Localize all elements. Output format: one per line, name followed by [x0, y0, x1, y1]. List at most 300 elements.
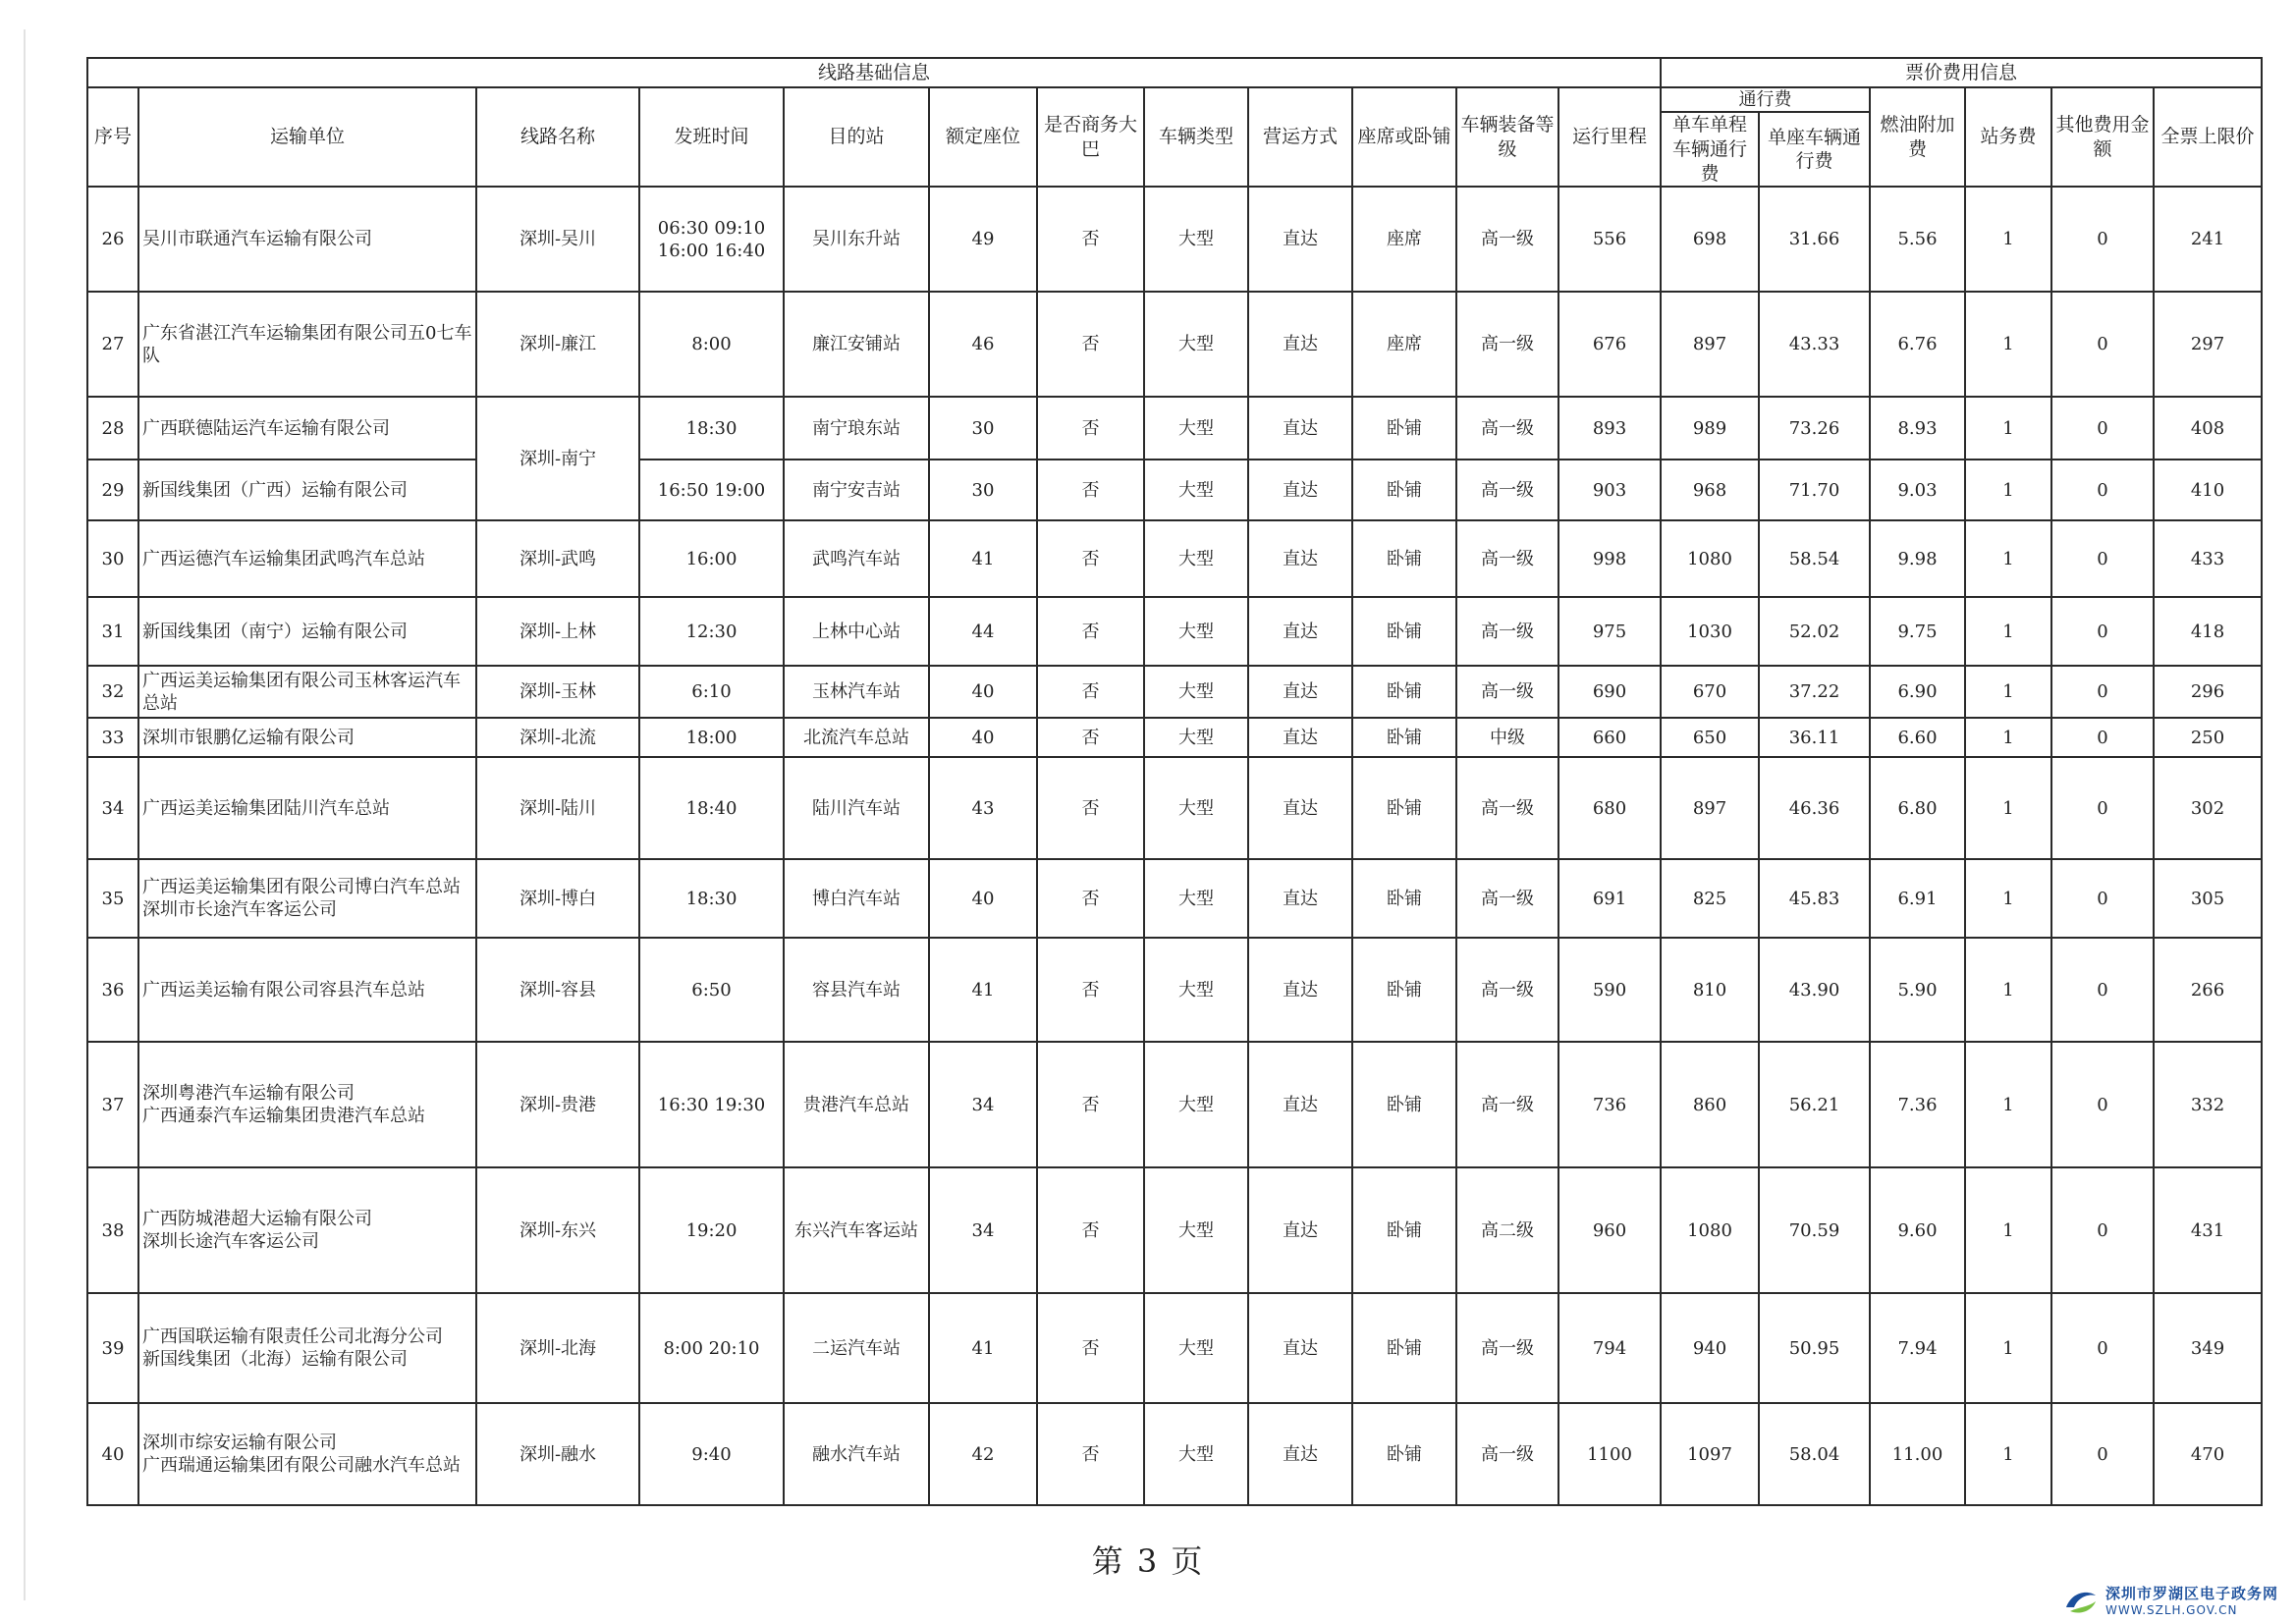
cell-route: 深圳-北流 — [476, 718, 639, 757]
cell-toll-per-seat: 56.21 — [1759, 1042, 1870, 1167]
table-row — [87, 520, 2262, 597]
cell-other: 0 — [2051, 520, 2154, 597]
cell-toll-per-seat: 43.33 — [1759, 292, 1870, 397]
cell-seat: 卧铺 — [1352, 1042, 1456, 1167]
page-number: 第 3 页 — [1091, 1542, 1205, 1580]
cell-vtype: 大型 — [1144, 666, 1248, 718]
cell-no: 37 — [87, 1042, 138, 1167]
cell-fuel: 9.75 — [1870, 597, 1965, 666]
cell-mode: 直达 — [1248, 597, 1352, 666]
cell-cap: 266 — [2154, 938, 2262, 1042]
cell-station: 1 — [1965, 520, 2051, 597]
cell-toll-per-seat: 36.11 — [1759, 718, 1870, 757]
cell-mode: 直达 — [1248, 1167, 1352, 1293]
cell-route: 深圳-融水 — [476, 1403, 639, 1505]
cell-station: 1 — [1965, 1167, 2051, 1293]
cell-grade: 高一级 — [1456, 666, 1558, 718]
cell-mileage: 660 — [1558, 718, 1661, 757]
cell-vtype: 大型 — [1144, 292, 1248, 397]
cell-seats: 40 — [929, 666, 1037, 718]
col-header-vehicle-type: 车辆类型 — [1144, 87, 1248, 187]
cell-station: 1 — [1965, 859, 2051, 938]
table-row — [87, 1403, 2262, 1505]
cell-station: 1 — [1965, 292, 2051, 397]
cell-route: 深圳-吴川 — [476, 187, 639, 292]
cell-business: 否 — [1037, 666, 1144, 718]
cell-dest: 融水汽车站 — [784, 1403, 929, 1505]
cell-toll-single: 650 — [1661, 718, 1759, 757]
cell-seat: 卧铺 — [1352, 718, 1456, 757]
cell-business: 否 — [1037, 520, 1144, 597]
cell-unit: 广西防城港超大运输有限公司 深圳长途汽车客运公司 — [138, 1167, 476, 1293]
cell-cap: 305 — [2154, 859, 2262, 938]
cell-other: 0 — [2051, 187, 2154, 292]
cell-unit: 新国线集团（广西）运输有限公司 — [138, 460, 476, 520]
cell-dest: 南宁琅东站 — [784, 397, 929, 460]
cell-dest: 北流汽车总站 — [784, 718, 929, 757]
cell-route: 深圳-廉江 — [476, 292, 639, 397]
cell-seat: 卧铺 — [1352, 1403, 1456, 1505]
cell-mileage: 903 — [1558, 460, 1661, 520]
section-basic-info: 线路基础信息 — [87, 58, 1661, 87]
cell-cap: 410 — [2154, 460, 2262, 520]
cell-cap: 349 — [2154, 1293, 2262, 1403]
cell-depart: 18:30 — [639, 397, 784, 460]
cell-mileage: 676 — [1558, 292, 1661, 397]
cell-fuel: 6.90 — [1870, 666, 1965, 718]
cell-business: 否 — [1037, 757, 1144, 859]
col-header-dest: 目的站 — [784, 87, 929, 187]
cell-grade: 高一级 — [1456, 1403, 1558, 1505]
cell-depart: 8:00 20:10 — [639, 1293, 784, 1403]
cell-depart: 12:30 — [639, 597, 784, 666]
cell-seats: 34 — [929, 1167, 1037, 1293]
cell-other: 0 — [2051, 1042, 2154, 1167]
cell-no: 31 — [87, 597, 138, 666]
cell-vtype: 大型 — [1144, 597, 1248, 666]
cell-vtype: 大型 — [1144, 397, 1248, 460]
cell-route: 深圳-北海 — [476, 1293, 639, 1403]
table-row — [87, 1042, 2262, 1167]
cell-toll-per-seat: 37.22 — [1759, 666, 1870, 718]
cell-dest: 二运汽车站 — [784, 1293, 929, 1403]
table-row — [87, 597, 2262, 666]
cell-vtype: 大型 — [1144, 1167, 1248, 1293]
cell-seat: 卧铺 — [1352, 597, 1456, 666]
cell-seats: 41 — [929, 1293, 1037, 1403]
cell-depart: 8:00 — [639, 292, 784, 397]
cell-seats: 43 — [929, 757, 1037, 859]
col-header-station: 站务费 — [1965, 87, 2051, 187]
cell-other: 0 — [2051, 397, 2154, 460]
cell-cap: 470 — [2154, 1403, 2262, 1505]
cell-mileage: 690 — [1558, 666, 1661, 718]
cell-seats: 42 — [929, 1403, 1037, 1505]
cell-station: 1 — [1965, 757, 2051, 859]
cell-seat: 卧铺 — [1352, 757, 1456, 859]
cell-seat: 卧铺 — [1352, 938, 1456, 1042]
cell-vtype: 大型 — [1144, 1293, 1248, 1403]
cell-unit: 深圳市银鹏亿运输有限公司 — [138, 718, 476, 757]
cell-toll-single: 897 — [1661, 757, 1759, 859]
cell-no: 39 — [87, 1293, 138, 1403]
col-header-seat-type: 座席或卧铺 — [1352, 87, 1456, 187]
cell-no: 27 — [87, 292, 138, 397]
cell-toll-single: 810 — [1661, 938, 1759, 1042]
cell-seats: 40 — [929, 718, 1037, 757]
table-row — [87, 1293, 2262, 1403]
cell-route: 深圳-容县 — [476, 938, 639, 1042]
cell-mileage: 680 — [1558, 757, 1661, 859]
cell-business: 否 — [1037, 1167, 1144, 1293]
cell-route: 深圳-南宁 — [476, 397, 639, 520]
cell-depart: 6:50 — [639, 938, 784, 1042]
section-header-row — [87, 58, 2262, 87]
cell-depart: 16:30 19:30 — [639, 1042, 784, 1167]
cell-toll-single: 989 — [1661, 397, 1759, 460]
cell-toll-per-seat: 31.66 — [1759, 187, 1870, 292]
cell-unit: 广东省湛江汽车运输集团有限公司五0七车队 — [138, 292, 476, 397]
cell-seat: 卧铺 — [1352, 1167, 1456, 1293]
cell-dest: 玉林汽车站 — [784, 666, 929, 718]
cell-fuel: 9.98 — [1870, 520, 1965, 597]
cell-unit: 深圳市综安运输有限公司 广西瑞通运输集团有限公司融水汽车总站 — [138, 1403, 476, 1505]
table-row — [87, 292, 2262, 397]
cell-grade: 高一级 — [1456, 757, 1558, 859]
cell-mode: 直达 — [1248, 859, 1352, 938]
cell-depart: 18:30 — [639, 859, 784, 938]
cell-fuel: 6.60 — [1870, 718, 1965, 757]
section-fare-info: 票价费用信息 — [1661, 58, 2262, 87]
cell-vtype: 大型 — [1144, 1403, 1248, 1505]
cell-mode: 直达 — [1248, 1293, 1352, 1403]
table-row — [87, 1167, 2262, 1293]
cell-toll-per-seat: 45.83 — [1759, 859, 1870, 938]
cell-seat: 座席 — [1352, 292, 1456, 397]
cell-no: 38 — [87, 1167, 138, 1293]
cell-mode: 直达 — [1248, 718, 1352, 757]
cell-unit: 新国线集团（南宁）运输有限公司 — [138, 597, 476, 666]
scan-edge-line — [24, 29, 26, 1600]
cell-dest: 东兴汽车客运站 — [784, 1167, 929, 1293]
cell-mileage: 691 — [1558, 859, 1661, 938]
cell-route: 深圳-贵港 — [476, 1042, 639, 1167]
cell-dest: 博白汽车站 — [784, 859, 929, 938]
cell-grade: 高一级 — [1456, 1042, 1558, 1167]
cell-mileage: 556 — [1558, 187, 1661, 292]
cell-other: 0 — [2051, 292, 2154, 397]
cell-toll-single: 1097 — [1661, 1403, 1759, 1505]
cell-seats: 46 — [929, 292, 1037, 397]
cell-mode: 直达 — [1248, 666, 1352, 718]
cell-toll-per-seat: 52.02 — [1759, 597, 1870, 666]
cell-cap: 297 — [2154, 292, 2262, 397]
cell-cap: 408 — [2154, 397, 2262, 460]
cell-grade: 高一级 — [1456, 597, 1558, 666]
col-header-business: 是否商务大巴 — [1037, 87, 1144, 187]
col-header-unit: 运输单位 — [138, 87, 476, 187]
cell-fuel: 6.76 — [1870, 292, 1965, 397]
cell-dest: 贵港汽车总站 — [784, 1042, 929, 1167]
cell-grade: 高二级 — [1456, 1167, 1558, 1293]
cell-toll-single: 1030 — [1661, 597, 1759, 666]
cell-seats: 34 — [929, 1042, 1037, 1167]
route-fare-table — [86, 57, 2263, 1506]
cell-mileage: 794 — [1558, 1293, 1661, 1403]
cell-fuel: 11.00 — [1870, 1403, 1965, 1505]
cell-other: 0 — [2051, 757, 2154, 859]
cell-route: 深圳-武鸣 — [476, 520, 639, 597]
cell-toll-per-seat: 58.04 — [1759, 1403, 1870, 1505]
table-row — [87, 666, 2262, 718]
cell-no: 32 — [87, 666, 138, 718]
cell-seats: 40 — [929, 859, 1037, 938]
cell-seat: 座席 — [1352, 187, 1456, 292]
cell-mode: 直达 — [1248, 1042, 1352, 1167]
cell-toll-single: 1080 — [1661, 520, 1759, 597]
cell-grade: 高一级 — [1456, 397, 1558, 460]
col-header-route: 线路名称 — [476, 87, 639, 187]
cell-depart: 6:10 — [639, 666, 784, 718]
cell-vtype: 大型 — [1144, 187, 1248, 292]
cell-cap: 296 — [2154, 666, 2262, 718]
cell-seats: 49 — [929, 187, 1037, 292]
cell-grade: 高一级 — [1456, 520, 1558, 597]
cell-vtype: 大型 — [1144, 859, 1248, 938]
cell-depart: 06:30 09:10 16:00 16:40 — [639, 187, 784, 292]
cell-business: 否 — [1037, 292, 1144, 397]
cell-fuel: 9.60 — [1870, 1167, 1965, 1293]
cell-dest: 上林中心站 — [784, 597, 929, 666]
cell-other: 0 — [2051, 1167, 2154, 1293]
table-row — [87, 718, 2262, 757]
cell-mode: 直达 — [1248, 292, 1352, 397]
cell-seat: 卧铺 — [1352, 520, 1456, 597]
cell-dest: 容县汽车站 — [784, 938, 929, 1042]
col-header-other: 其他费用金额 — [2051, 87, 2154, 187]
cell-business: 否 — [1037, 460, 1144, 520]
cell-mileage: 893 — [1558, 397, 1661, 460]
cell-other: 0 — [2051, 859, 2154, 938]
cell-route: 深圳-博白 — [476, 859, 639, 938]
cell-business: 否 — [1037, 1293, 1144, 1403]
cell-grade: 中级 — [1456, 718, 1558, 757]
cell-business: 否 — [1037, 718, 1144, 757]
cell-mileage: 736 — [1558, 1042, 1661, 1167]
cell-cap: 433 — [2154, 520, 2262, 597]
cell-other: 0 — [2051, 460, 2154, 520]
cell-cap: 241 — [2154, 187, 2262, 292]
cell-toll-per-seat: 50.95 — [1759, 1293, 1870, 1403]
logo-text-cn: 深圳市罗湖区电子政务网 — [2105, 1585, 2278, 1602]
cell-depart: 16:50 19:00 — [639, 460, 784, 520]
cell-dest: 武鸣汽车站 — [784, 520, 929, 597]
cell-toll-per-seat: 71.70 — [1759, 460, 1870, 520]
col-header-mode: 营运方式 — [1248, 87, 1352, 187]
col-header-cap: 全票上限价 — [2154, 87, 2262, 187]
cell-station: 1 — [1965, 460, 2051, 520]
cell-no: 26 — [87, 187, 138, 292]
cell-mode: 直达 — [1248, 397, 1352, 460]
cell-other: 0 — [2051, 1293, 2154, 1403]
cell-grade: 高一级 — [1456, 187, 1558, 292]
footer-logo — [2062, 1583, 2278, 1617]
cell-dest: 吴川东升站 — [784, 187, 929, 292]
cell-toll-per-seat: 70.59 — [1759, 1167, 1870, 1293]
cell-seat: 卧铺 — [1352, 460, 1456, 520]
cell-seats: 30 — [929, 460, 1037, 520]
cell-unit: 广西运德汽车运输集团武鸣汽车总站 — [138, 520, 476, 597]
cell-business: 否 — [1037, 938, 1144, 1042]
cell-mode: 直达 — [1248, 520, 1352, 597]
cell-vtype: 大型 — [1144, 1042, 1248, 1167]
cell-no: 34 — [87, 757, 138, 859]
cell-vtype: 大型 — [1144, 757, 1248, 859]
col-header-fuel: 燃油附加费 — [1870, 87, 1965, 187]
cell-mileage: 960 — [1558, 1167, 1661, 1293]
cell-no: 33 — [87, 718, 138, 757]
cell-business: 否 — [1037, 1403, 1144, 1505]
cell-other: 0 — [2051, 1403, 2154, 1505]
cell-toll-single: 1080 — [1661, 1167, 1759, 1293]
cell-seats: 44 — [929, 597, 1037, 666]
cell-unit: 广西运美运输集团陆川汽车总站 — [138, 757, 476, 859]
cell-depart: 19:20 — [639, 1167, 784, 1293]
cell-fuel: 6.91 — [1870, 859, 1965, 938]
col-header-toll-single: 单车单程车辆通行费 — [1661, 112, 1759, 187]
cell-toll-per-seat: 46.36 — [1759, 757, 1870, 859]
cell-unit: 广西联德陆运汽车运输有限公司 — [138, 397, 476, 460]
cell-depart: 18:00 — [639, 718, 784, 757]
cell-cap: 302 — [2154, 757, 2262, 859]
cell-fuel: 9.03 — [1870, 460, 1965, 520]
cell-toll-single: 825 — [1661, 859, 1759, 938]
table-row — [87, 938, 2262, 1042]
cell-station: 1 — [1965, 1042, 2051, 1167]
cell-fuel: 7.94 — [1870, 1293, 1965, 1403]
cell-toll-per-seat: 73.26 — [1759, 397, 1870, 460]
col-header-no: 序号 — [87, 87, 138, 187]
cell-station: 1 — [1965, 1293, 2051, 1403]
cell-mileage: 998 — [1558, 520, 1661, 597]
cell-dest: 南宁安吉站 — [784, 460, 929, 520]
table-row — [87, 757, 2262, 859]
cell-toll-single: 670 — [1661, 666, 1759, 718]
cell-depart: 18:40 — [639, 757, 784, 859]
cell-toll-single: 698 — [1661, 187, 1759, 292]
cell-dest: 廉江安铺站 — [784, 292, 929, 397]
cell-seat: 卧铺 — [1352, 1293, 1456, 1403]
cell-fuel: 5.56 — [1870, 187, 1965, 292]
col-header-seats: 额定座位 — [929, 87, 1037, 187]
cell-mileage: 1100 — [1558, 1403, 1661, 1505]
cell-mode: 直达 — [1248, 757, 1352, 859]
col-header-toll-per-seat: 单座车辆通行费 — [1759, 112, 1870, 187]
cell-unit: 吴川市联通汽车运输有限公司 — [138, 187, 476, 292]
cell-mode: 直达 — [1248, 938, 1352, 1042]
cell-vtype: 大型 — [1144, 938, 1248, 1042]
cell-station: 1 — [1965, 187, 2051, 292]
cell-depart: 9:40 — [639, 1403, 784, 1505]
cell-unit: 广西运美运输有限公司容县汽车总站 — [138, 938, 476, 1042]
table-row — [87, 187, 2262, 292]
cell-grade: 高一级 — [1456, 292, 1558, 397]
cell-cap: 418 — [2154, 597, 2262, 666]
cell-unit: 广西运美运输集团有限公司玉林客运汽车总站 — [138, 666, 476, 718]
cell-cap: 332 — [2154, 1042, 2262, 1167]
cell-fuel: 7.36 — [1870, 1042, 1965, 1167]
cell-no: 40 — [87, 1403, 138, 1505]
cell-toll-per-seat: 43.90 — [1759, 938, 1870, 1042]
cell-seat: 卧铺 — [1352, 397, 1456, 460]
cell-station: 1 — [1965, 1403, 2051, 1505]
cell-route: 深圳-上林 — [476, 597, 639, 666]
cell-depart: 16:00 — [639, 520, 784, 597]
cell-station: 1 — [1965, 938, 2051, 1042]
cell-cap: 250 — [2154, 718, 2262, 757]
swirl-logo-icon — [2062, 1586, 2100, 1615]
cell-toll-single: 897 — [1661, 292, 1759, 397]
cell-seat: 卧铺 — [1352, 666, 1456, 718]
cell-vtype: 大型 — [1144, 520, 1248, 597]
cell-grade: 高一级 — [1456, 1293, 1558, 1403]
cell-route: 深圳-玉林 — [476, 666, 639, 718]
cell-toll-single: 968 — [1661, 460, 1759, 520]
col-header-depart: 发班时间 — [639, 87, 784, 187]
col-header-grade: 车辆装备等级 — [1456, 87, 1558, 187]
cell-cap: 431 — [2154, 1167, 2262, 1293]
cell-unit: 广西运美运输集团有限公司博白汽车总站 深圳市长途汽车客运公司 — [138, 859, 476, 938]
cell-other: 0 — [2051, 938, 2154, 1042]
cell-vtype: 大型 — [1144, 718, 1248, 757]
cell-mileage: 975 — [1558, 597, 1661, 666]
cell-grade: 高一级 — [1456, 938, 1558, 1042]
cell-toll-single: 860 — [1661, 1042, 1759, 1167]
cell-business: 否 — [1037, 597, 1144, 666]
cell-no: 35 — [87, 859, 138, 938]
table-row — [87, 859, 2262, 938]
cell-mileage: 590 — [1558, 938, 1661, 1042]
table-row — [87, 397, 2262, 460]
cell-seats: 41 — [929, 520, 1037, 597]
cell-unit: 广西国联运输有限责任公司北海分公司 新国线集团（北海）运输有限公司 — [138, 1293, 476, 1403]
cell-other: 0 — [2051, 718, 2154, 757]
cell-seats: 41 — [929, 938, 1037, 1042]
cell-mode: 直达 — [1248, 460, 1352, 520]
cell-fuel: 8.93 — [1870, 397, 1965, 460]
cell-mode: 直达 — [1248, 187, 1352, 292]
cell-other: 0 — [2051, 597, 2154, 666]
cell-business: 否 — [1037, 397, 1144, 460]
table-row — [87, 460, 2262, 520]
cell-station: 1 — [1965, 718, 2051, 757]
cell-route: 深圳-陆川 — [476, 757, 639, 859]
cell-other: 0 — [2051, 666, 2154, 718]
cell-no: 36 — [87, 938, 138, 1042]
cell-business: 否 — [1037, 187, 1144, 292]
cell-fuel: 5.90 — [1870, 938, 1965, 1042]
cell-vtype: 大型 — [1144, 460, 1248, 520]
cell-route: 深圳-东兴 — [476, 1167, 639, 1293]
col-header-toll-group: 通行费 — [1661, 87, 1870, 112]
cell-business: 否 — [1037, 1042, 1144, 1167]
col-header-mileage: 运行里程 — [1558, 87, 1661, 187]
cell-toll-single: 940 — [1661, 1293, 1759, 1403]
cell-unit: 深圳粤港汽车运输有限公司 广西通泰汽车运输集团贵港汽车总站 — [138, 1042, 476, 1167]
column-header-row-1 — [87, 87, 2262, 112]
cell-toll-per-seat: 58.54 — [1759, 520, 1870, 597]
cell-grade: 高一级 — [1456, 859, 1558, 938]
